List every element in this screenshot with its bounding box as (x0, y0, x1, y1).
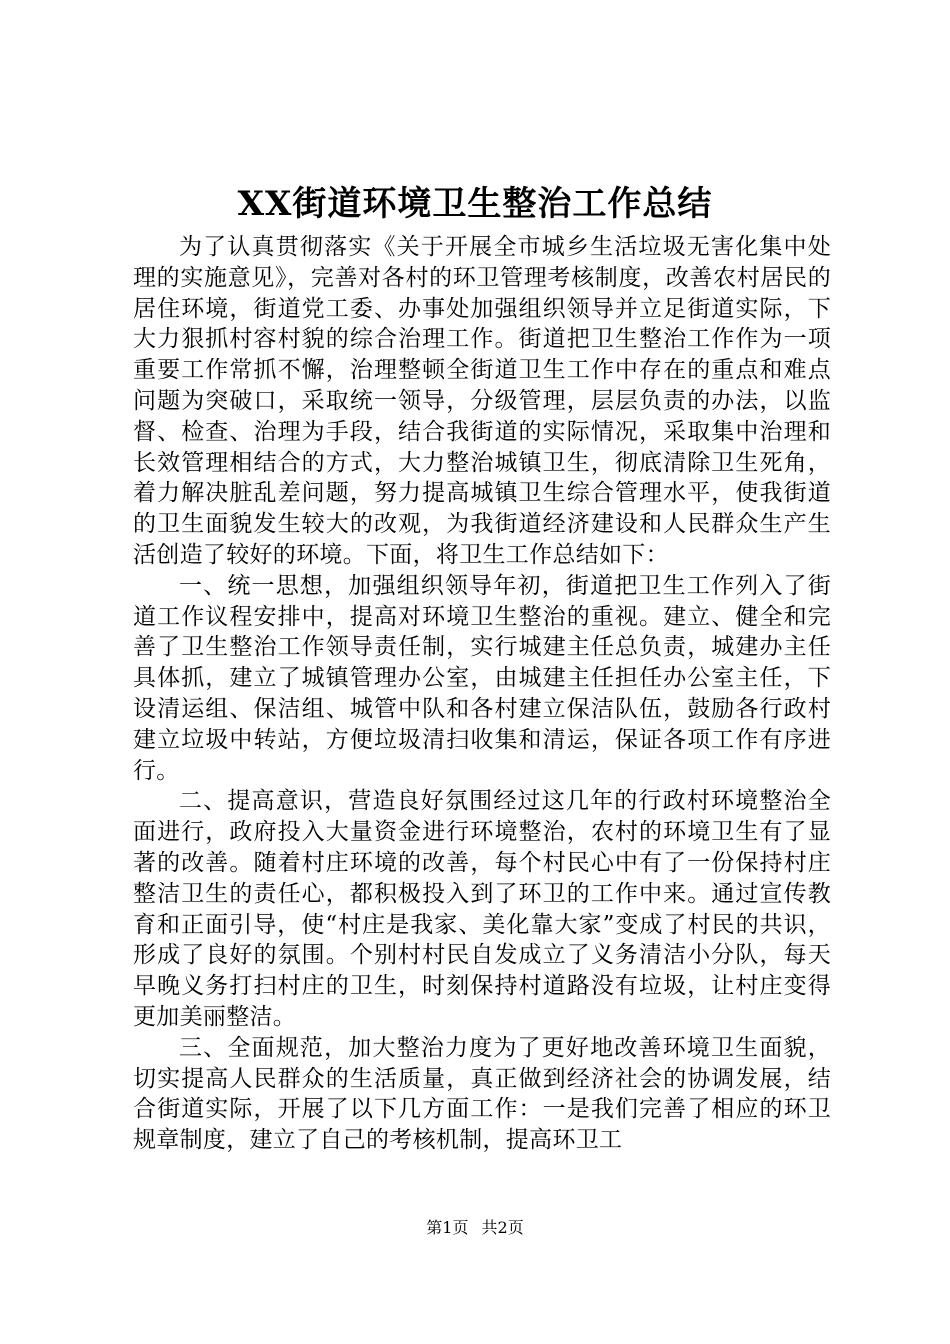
document-title: XX街道环境卫生整治工作总结 (237, 184, 713, 224)
paragraph-section-1: 一、统一思想，加强组织领导年初，街道把卫生工作列入了街道工作议程安排中，提高对环境卫生整治的重视。建立、健全和完善了卫生整治工作领导责任制，实行城建主任总负责，城建办主任具体抓，建立了城镇管理办公室，由城建主任担任办公室主任，下设清运组、保洁组、城管中队和各村建立保洁队伍，鼓励各行政村建立垃圾中转站，方便垃圾清扫收集和清运，保证各项工作有序进行。 (133, 572, 831, 784)
paragraph-section-3: 三、全面规范，加大整治力度为了更好地改善环境卫生面貌，切实提高人民群众的生活质量，真正做到经济社会的协调发展，结合街道实际，开展了以下几方面工作：一是我们完善了相应的环卫规章制度，建立了自己的考核机制，提高环卫工 (133, 1034, 831, 1154)
paragraph-section-2: 二、提高意识，营造良好氛围经过这几年的行政村环境整治全面进行，政府投入大量资金进行环境整治，农村的环境卫生有了显著的改善。随着村庄环境的改善，每个村民心中有了一份保持村庄整洁卫生的责任心，都积极投入到了环卫的工作中来。通过宣传教育和正面引导，使“村庄是我家、美化靠大家”变成了村民的共识，形成了良好的氛围。个别村村民自发成立了义务清洁小分队，每天早晚义务打扫村庄的卫生，时刻保持村道路没有垃圾，让村庄变得更加美丽整洁。 (133, 788, 831, 1030)
page-number-total: 共2页 (481, 1218, 524, 1237)
document-body (133, 232, 831, 1156)
page-number-current: 第1页 (426, 1218, 469, 1237)
paragraph-intro: 为了认真贯彻落实《关于开展全市城乡生活垃圾无害化集中处理的实施意见》，完善对各村的环卫管理考核制度，改善农村居民的居住环境，街道党工委、办事处加强组织领导并立足街道实际，下大力狠抓村容村貌的综合治理工作。街道把卫生整治工作作为一项重要工作常抓不懈，治理整顿全街道卫生工作中存在的重点和难点问题为突破口，采取统一领导，分级管理，层层负责的办法，以监督、检查、治理为手段，结合我街道的实际情况，采取集中治理和长效管理相结合的方式，大力整治城镇卫生，彻底清除卫生死角，着力解决脏乱差问题，努力提高城镇卫生综合管理水平，使我街道的卫生面貌发生较大的改观，为我街道经济建设和人民群众生产生活创造了较好的环境。下面，将卫生工作总结如下： (133, 234, 831, 568)
page-footer (0, 1217, 950, 1239)
